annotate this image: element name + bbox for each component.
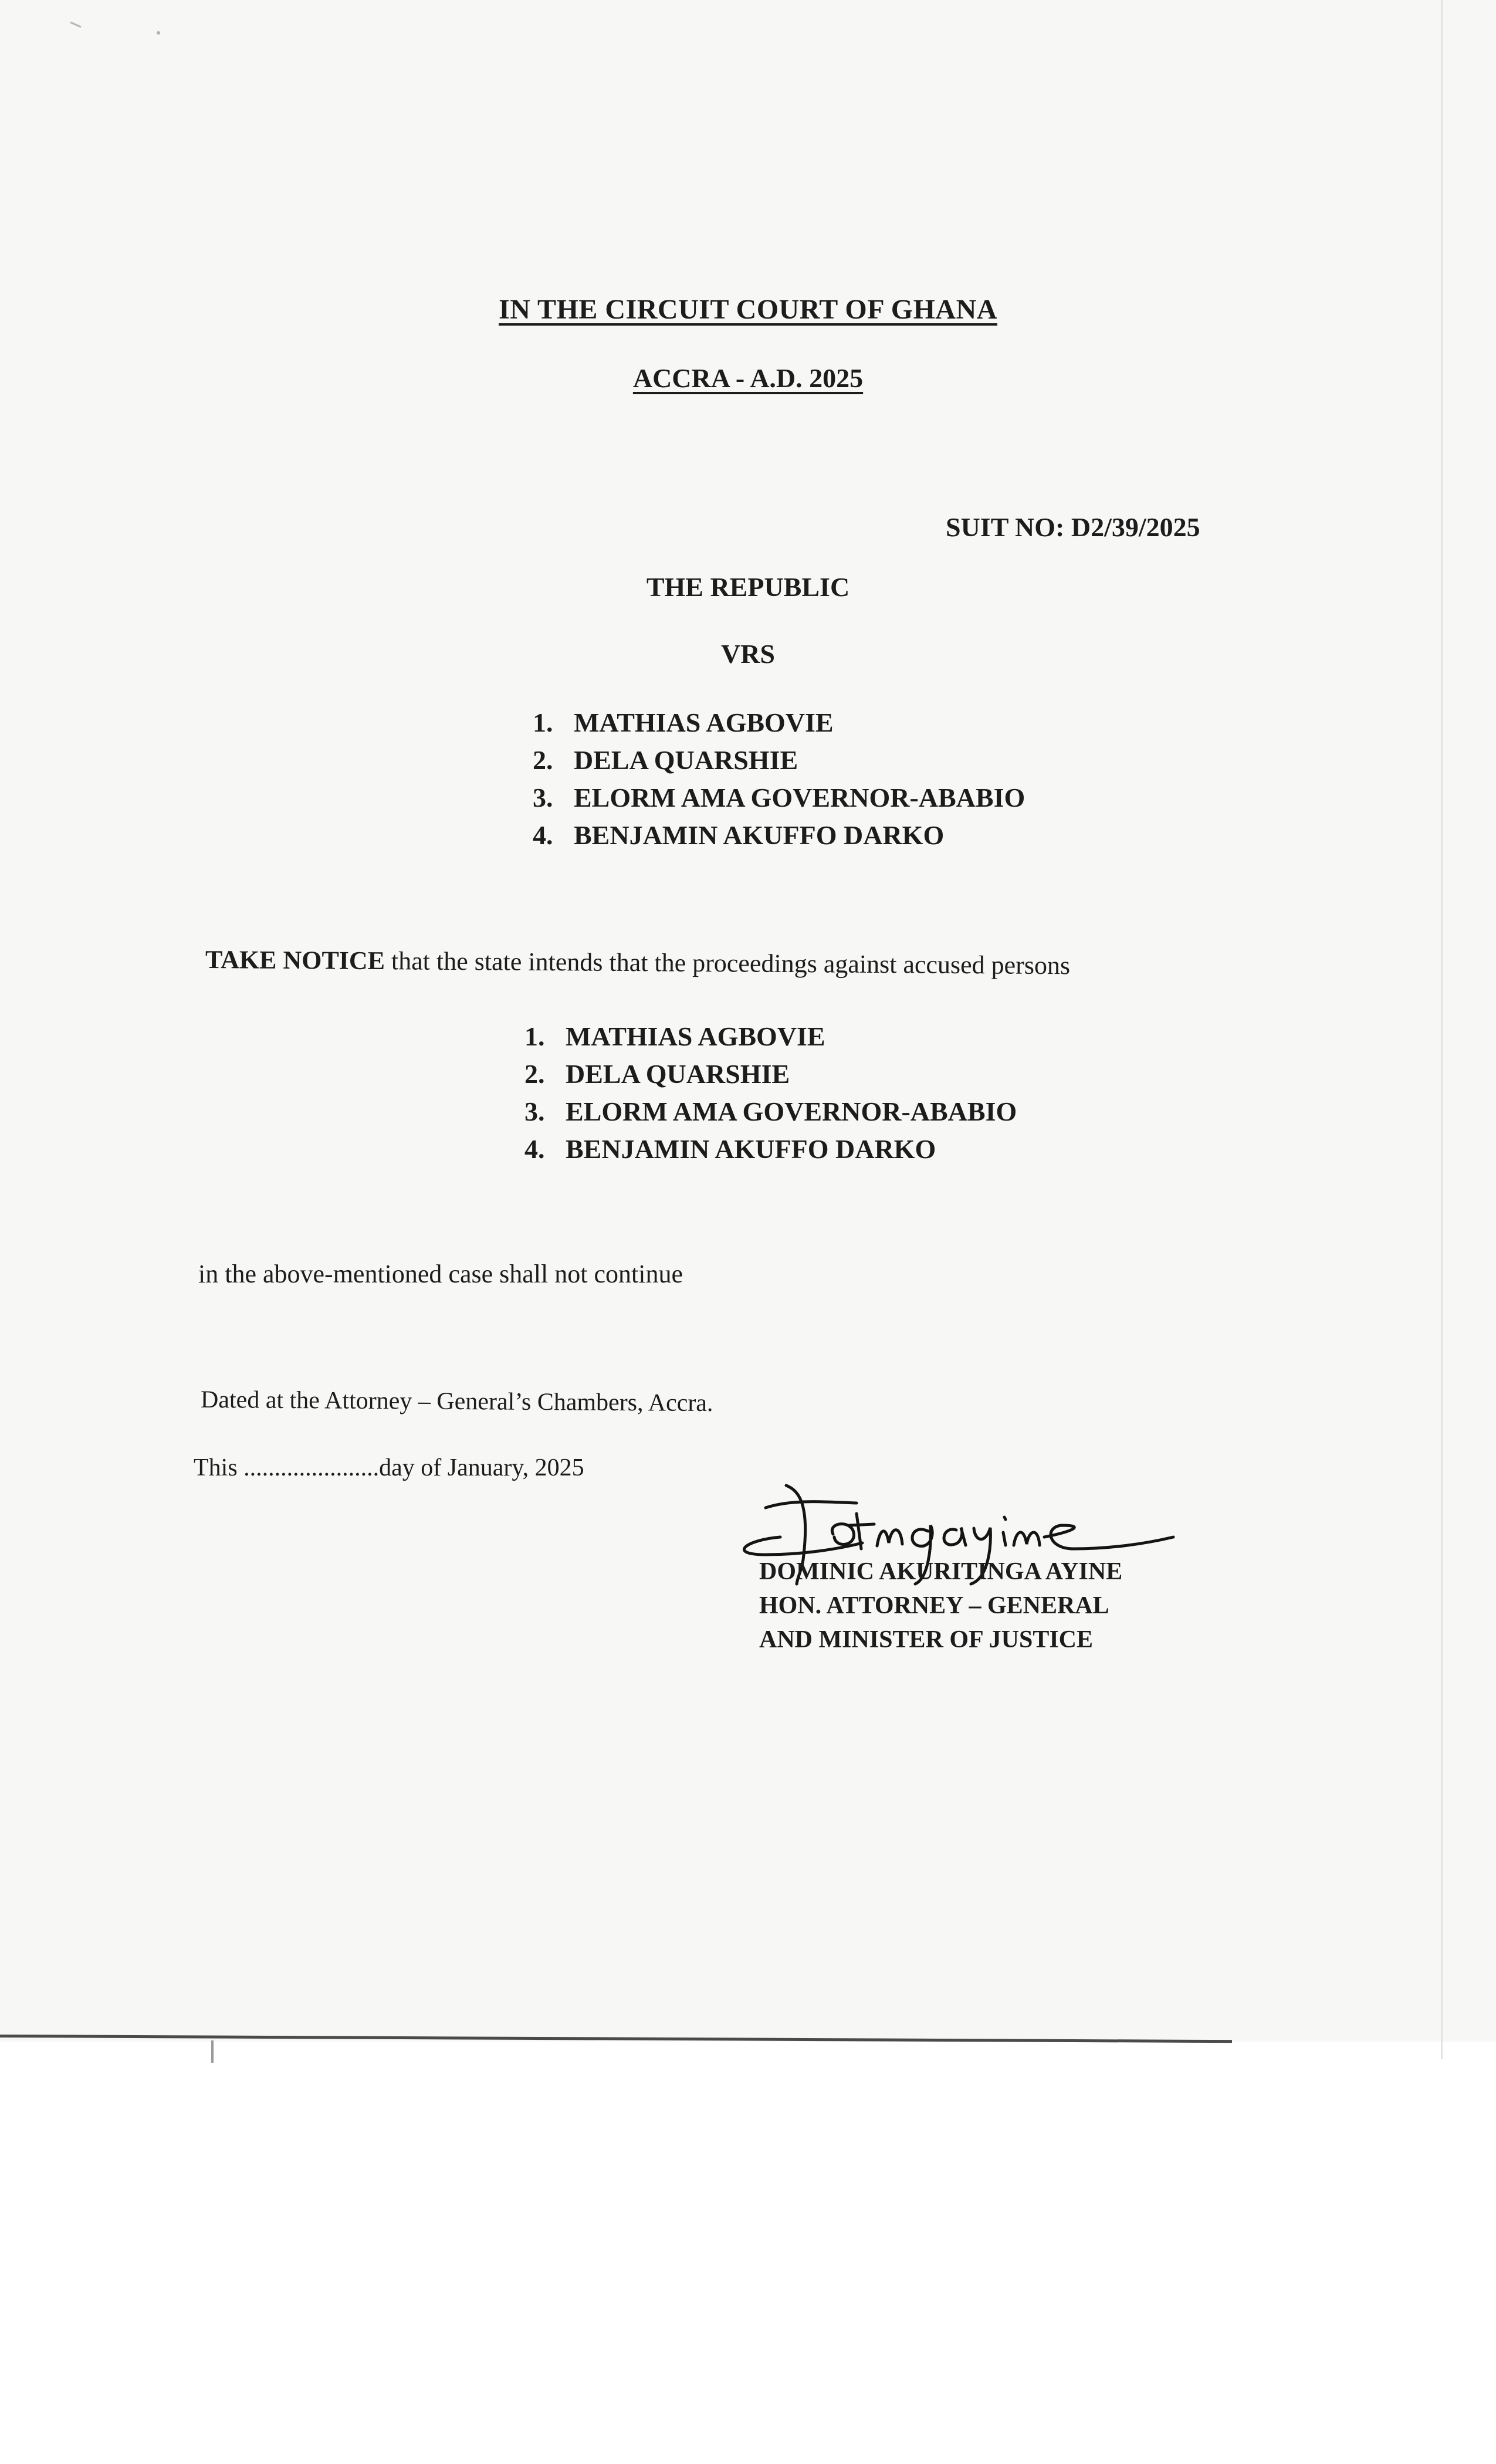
versus-label: VRS <box>720 639 776 669</box>
list-item <box>533 742 1025 779</box>
accused-list-notice <box>524 1018 1017 1168</box>
list-item-number: 1. <box>533 708 553 737</box>
accused-list-caption <box>533 704 1025 854</box>
list-item <box>524 1093 1017 1131</box>
accused-name: BENJAMIN AKUFFO DARKO <box>566 1134 936 1164</box>
list-item <box>524 1131 1017 1168</box>
list-item <box>533 817 1025 854</box>
list-item-number: 1. <box>524 1021 545 1051</box>
notice-conclusion: in the above-mentioned case shall not continue <box>198 1260 683 1288</box>
accused-name: DELA QUARSHIE <box>566 1059 790 1089</box>
signatory-name: DOMINIC AKURITINGA AYINE <box>759 1558 1123 1585</box>
accused-name: BENJAMIN AKUFFO DARKO <box>574 820 945 850</box>
list-item-number: 2. <box>524 1059 545 1089</box>
accused-name: ELORM AMA GOVERNOR-ABABIO <box>574 783 1025 813</box>
list-item-number: 4. <box>524 1134 545 1164</box>
notice-text: that the state intends that the proceedings against accused persons <box>384 946 1071 980</box>
list-item <box>524 1018 1017 1055</box>
dated-day: This ......................day of January, 2025 <box>194 1454 584 1481</box>
scan-edge-mark <box>211 2040 214 2063</box>
signatory-office: AND MINISTER OF JUSTICE <box>759 1626 1094 1653</box>
list-item-number: 3. <box>524 1096 545 1126</box>
list-item-number: 3. <box>533 783 553 813</box>
list-item-number: 2. <box>533 745 553 775</box>
accused-name: ELORM AMA GOVERNOR-ABABIO <box>566 1096 1017 1126</box>
scan-speck-marks <box>65 12 182 47</box>
accused-name: DELA QUARSHIE <box>574 745 798 775</box>
list-item <box>533 704 1025 742</box>
accused-name: MATHIAS AGBOVIE <box>574 708 834 737</box>
list-item <box>533 779 1025 817</box>
prosecution-party: THE REPUBLIC <box>646 572 850 602</box>
signatory-block <box>759 1555 1122 1657</box>
notice-paragraph <box>205 945 1070 980</box>
list-item-number: 4. <box>533 820 553 850</box>
accused-name: MATHIAS AGBOVIE <box>566 1021 825 1051</box>
signatory-title: HON. ATTORNEY – GENERAL <box>759 1592 1109 1619</box>
list-item <box>524 1055 1017 1093</box>
dated-place: Dated at the Attorney – General’s Chambers, Accra. <box>200 1386 713 1417</box>
court-title: IN THE CIRCUIT COURT OF GHANA <box>499 294 997 325</box>
notice-lead: TAKE NOTICE <box>205 945 385 976</box>
court-location-year: ACCRA - A.D. 2025 <box>632 363 864 393</box>
suit-number: SUIT NO: D2/39/2025 <box>946 512 1200 542</box>
